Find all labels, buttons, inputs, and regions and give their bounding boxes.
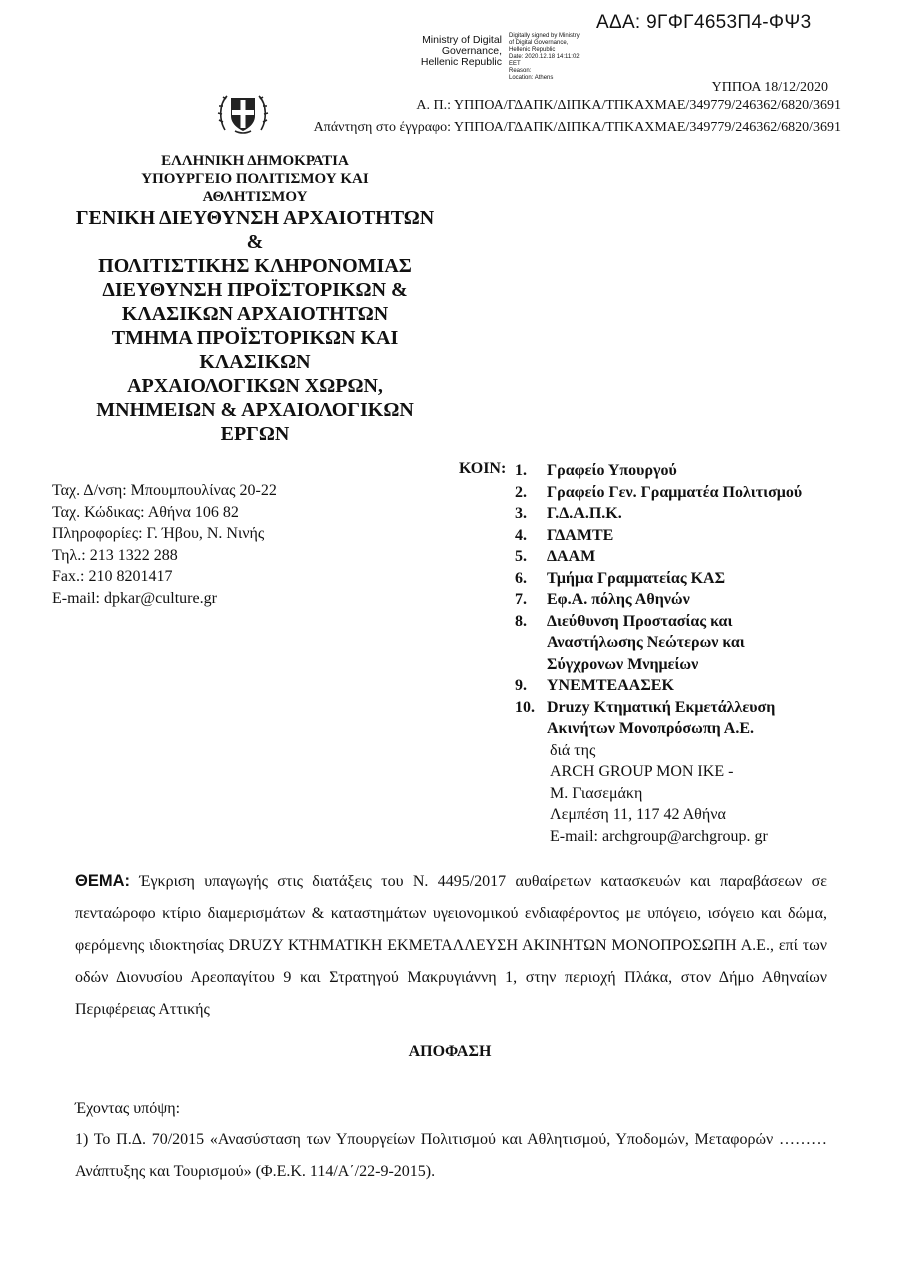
- header-line: ΚΛΑΣΙΚΩΝ ΑΡΧΑΙΟΤΗΤΩΝ: [121, 303, 389, 325]
- recipient-number: 4.: [515, 526, 527, 544]
- contact-fax: Fax.: 210 8201417: [52, 568, 173, 585]
- recipient-sub-line: ARCH GROUP MON IKE -: [550, 763, 734, 780]
- recipient-name: Τμήμα Γραμματείας ΚΑΣ: [547, 569, 726, 587]
- header-line: ΜΝΗΜΕΙΩΝ & ΑΡΧΑΙΟΛΟΓΙΚΩΝ: [96, 399, 414, 421]
- contact-address: Ταχ. Δ/νση: Μπουμπουλίνας 20-22: [52, 482, 277, 499]
- header-line: ΕΛΛΗΝΙΚΗ ΔΗΜΟΚΡΑΤΙΑ: [161, 153, 349, 169]
- header-line: ΚΛΑΣΙΚΩΝ: [199, 351, 311, 373]
- header-line: ΕΡΓΩΝ: [220, 423, 290, 445]
- reply-reference: Απάντηση στο έγγραφο: ΥΠΠΟΑ/ΓΔΑΠΚ/ΔΙΠΚΑ/ΤΠΚΑΧΜΑΕ/349779/246362/6820/3691: [313, 120, 841, 135]
- recipient-item: [515, 589, 802, 611]
- recipient-name: [547, 697, 775, 740]
- recipient-name: Γραφείο Γεν. Γραμματέα Πολιτισμού: [547, 483, 803, 501]
- recipient-name: ΓΔΑΜΤΕ: [547, 526, 614, 544]
- signature-detail-line: Location: Athens: [509, 75, 554, 81]
- signature-org-line: Hellenic Republic: [420, 56, 502, 68]
- ministry-header: [40, 152, 470, 446]
- decision-title: ΑΠΟΦΑΣΗ: [408, 1043, 492, 1060]
- koin-recipients: [515, 460, 802, 847]
- recipient-name-line: Διεύθυνση Προστασίας και: [547, 612, 733, 630]
- contact-phone: Τηλ.: 213 1322 288: [52, 546, 178, 564]
- signature-detail-line: EET: [509, 61, 521, 67]
- recipient-item: [515, 460, 802, 482]
- recipient-name: Εφ.Α. πόλης Αθηνών: [547, 591, 690, 608]
- recipient-number: 3.: [515, 505, 527, 522]
- recipient-name-line: Αναστήλωσης Νεώτερων και: [547, 634, 745, 651]
- recipient-name-line: Ακινήτων Μονοπρόσωπη Α.Ε.: [547, 720, 755, 737]
- protocol-date: ΥΠΠΟΑ 18/12/2020: [711, 80, 828, 95]
- recipient-name: Γραφείο Υπουργού: [547, 462, 677, 479]
- recipient-number: 9.: [515, 677, 527, 694]
- signature-detail-line: Date: 2020.12.18 14:11:02: [509, 54, 580, 60]
- header-line: ΤΜΗΜΑ ΠΡΟΪΣΤΟΡΙΚΩΝ ΚΑΙ: [111, 327, 399, 349]
- recipient-number: 1.: [515, 462, 527, 479]
- recipient-item: [515, 525, 802, 547]
- recipient-item: [515, 611, 802, 676]
- recipient-number: 7.: [515, 591, 527, 608]
- recipient-item: [515, 503, 802, 525]
- subject-paragraph: [75, 865, 827, 1026]
- signature-detail-line: Reason:: [509, 68, 532, 74]
- signature-detail-line: Digitally signed by Ministry: [509, 33, 580, 39]
- recipient-item: [515, 546, 802, 568]
- subject-text: Έγκριση υπαγωγής στις διατάξεις του Ν. 4495/2017 αυθαίρετων κατασκευών και παραβάσεων σε πενταώροφο κτίριο διαμερισμάτων & καταστημάτων υγειονομικού ενδιαφέροντος με υπόγειο, ισόγειο και δώμα, φερόμενης ιδιοκτησίας DRUZY ΚΤΗΜΑΤΙΚΗ ΕΚΜΕΤΑΛΛΕΥΣΗ ΑΚΙΝΗΤΩΝ ΜΟΝΟΠΡΟΣΩΠΗ Α.Ε., επί των οδών Διονυσίου Αρεοπαγίτου 9 και Στρατηγού Μακρυγιάννη 1, στην περιοχή Πλάκα, στον Δήμο Αθηναίων Περιφέρειας Αττικής: [75, 873, 828, 1018]
- signature-org-line: Ministry of Digital: [422, 34, 502, 46]
- signature-detail-line: of Digital Governance,: [509, 40, 569, 46]
- koin-label: ΚΟΙΝ:: [459, 460, 507, 477]
- header-line: ΓΕΝΙΚΗ ΔΙΕΥΘΥΝΣΗ ΑΡΧΑΙΟΤΗΤΩΝ: [75, 207, 435, 229]
- signature-org: [418, 35, 502, 68]
- subject-label: ΘΕΜΑ:: [75, 872, 130, 890]
- recipient-sub-line: διά της: [550, 741, 596, 759]
- signature-detail-line: Hellenic Republic: [509, 47, 556, 53]
- recipient-name: ΔΑΑΜ: [547, 548, 596, 565]
- recipient-sub-line: Μ. Γιασεμάκη: [550, 784, 643, 802]
- recipient-sub-line: E-mail: archgroup@archgroup. gr: [550, 827, 768, 845]
- header-line: ΑΡΧΑΙΟΛΟΓΙΚΩΝ ΧΩΡΩΝ,: [127, 375, 383, 397]
- contact-info-persons: Πληροφορίες: Γ. Ήβου, Ν. Νινής: [52, 525, 265, 542]
- recipient-number: 10.: [515, 698, 535, 716]
- contact-email: E-mail: dpkar@culture.gr: [52, 589, 217, 607]
- protocol-number: Α. Π.: ΥΠΠΟΑ/ΓΔΑΠΚ/ΔΙΠΚΑ/ΤΠΚΑΧΜΑΕ/349779/246362/6820/3691: [416, 98, 841, 113]
- recipient-item: [515, 482, 802, 504]
- consideration-point-1: 1) Το Π.Δ. 70/2015 «Ανασύσταση των Υπουργείων Πολιτισμού και Αθλητισμού, Υποδομών, Μεταφορών ……… Ανάπτυξης και Τουρισμού» (Φ.Ε.Κ. 114/Α΄/22-9-2015).: [75, 1131, 827, 1180]
- having-considered: Έχοντας υπόψη:: [75, 1100, 181, 1117]
- recipient-number: 8.: [515, 612, 527, 630]
- recipient-name-line: Σύγχρονων Μνημείων: [547, 655, 699, 673]
- recipient-name: ΥΝΕΜΤΕΑΑΣΕΚ: [547, 677, 674, 694]
- recipient-number: 2.: [515, 483, 527, 501]
- recipient-item: [515, 675, 802, 697]
- recipient-item: [515, 697, 802, 740]
- hellenic-emblem-icon: [217, 86, 269, 138]
- recipient-number: 5.: [515, 548, 527, 565]
- recipient-name: [547, 611, 745, 676]
- recipient-name: Γ.Δ.Α.Π.Κ.: [547, 505, 622, 522]
- signature-details: [509, 33, 599, 82]
- ada-code: ΑΔΑ: 9ΓΦΓ4653Π4-ΦΨ3: [596, 12, 812, 33]
- contact-info: [52, 480, 277, 609]
- header-line: ΑΘΛΗΤΙΣΜΟΥ: [202, 189, 308, 205]
- header-line: ΔΙΕΥΘΥΝΣΗ ΠΡΟΪΣΤΟΡΙΚΩΝ &: [102, 279, 408, 301]
- recipient-name-line: Druzy Κτηματική Εκμετάλλευση: [547, 698, 776, 716]
- recipient-item: [515, 568, 802, 590]
- header-line: ΥΠΟΥΡΓΕΙΟ ΠΟΛΙΤΙΣΜΟΥ ΚΑΙ: [141, 171, 369, 187]
- recipient-number: 6.: [515, 569, 527, 587]
- signature-org-line: Governance,: [441, 45, 502, 57]
- header-line: &: [246, 231, 264, 253]
- recipient-sub-line: Λεμπέση 11, 117 42 Αθήνα: [550, 806, 726, 823]
- contact-postcode: Ταχ. Κώδικας: Αθήνα 106 82: [52, 503, 239, 521]
- header-line: ΠΟΛΙΤΙΣΤΙΚΗΣ ΚΛΗΡΟΝΟΜΙΑΣ: [98, 255, 412, 277]
